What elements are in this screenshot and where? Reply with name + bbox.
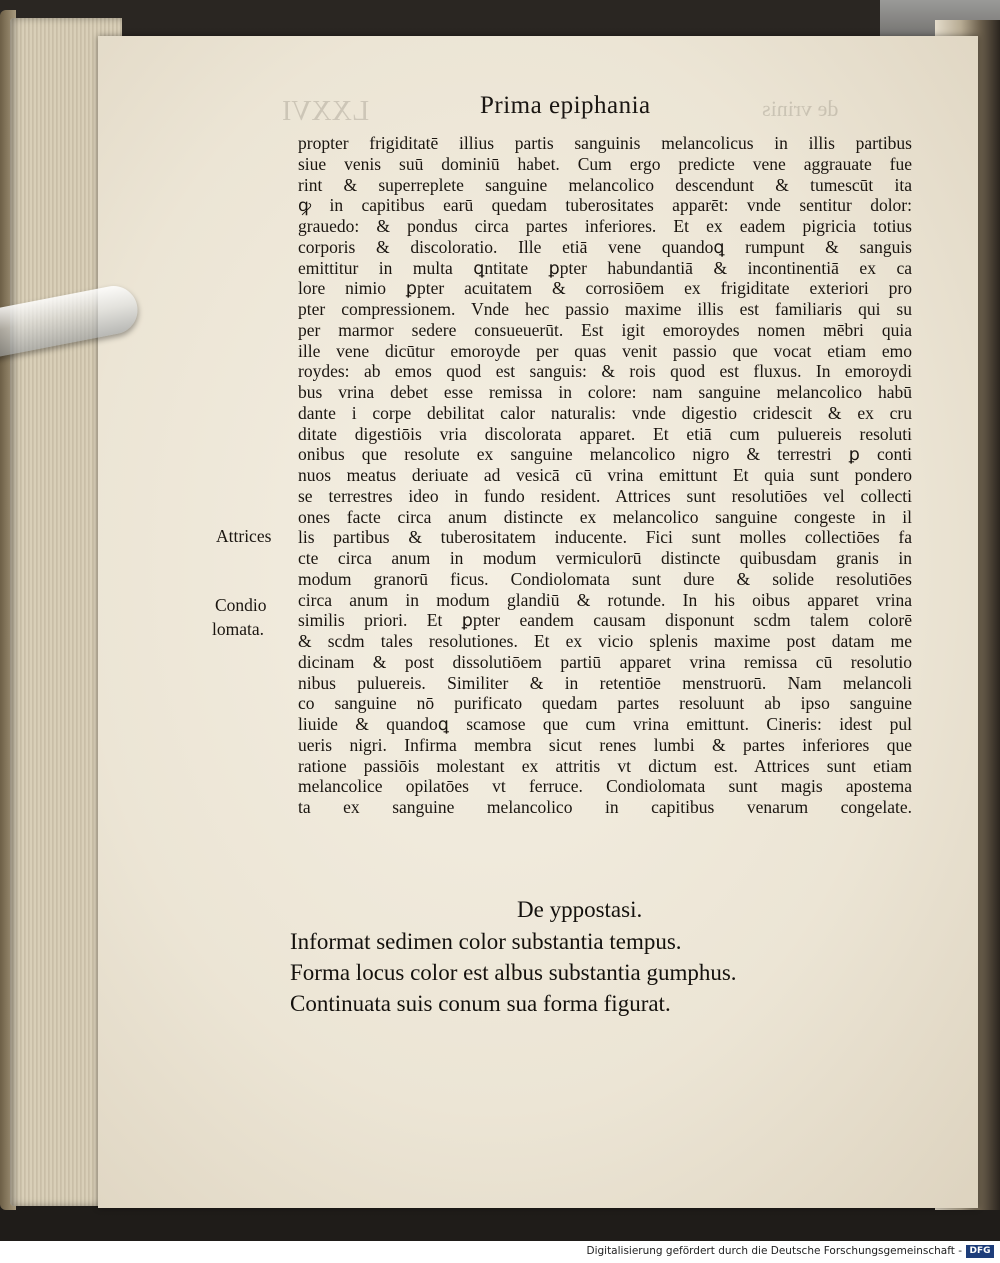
text-line: circa anum in modum glandiū & rotunde. In his oibus apparet vrina	[298, 589, 912, 610]
text-line: rint & superreplete sanguine melancolico descendunt & tumescūt ita	[298, 174, 912, 195]
text-line: ꝙ in capitibus earū quedam tuberositates apparēt: vnde sentitur dolor:	[298, 195, 912, 216]
text-line: dicinam & post dissolutiōem partiū apparet vrina remissa cū resolutio	[298, 651, 912, 672]
text-line: liuide & quandoꝗ scamose que cum vrina emittunt. Cineris: idest pul	[298, 714, 912, 734]
text-line: pter compressionem. Vnde hec passio maxime illis est familiaris qui su	[298, 299, 912, 319]
bleed-through-folio: LXXVI	[282, 96, 370, 127]
text-line: se terrestres ideo in fundo resident. Attrices sunt resolutiōes vel collecti	[298, 485, 912, 506]
verse-heading: De yppostasi.	[517, 897, 643, 922]
text-line: grauedo: & pondus circa partes inferiores. Et ex eadem pigricia totius	[298, 216, 912, 236]
text-line: & scdm tales resolutiones. Et ex vicio splenis maxime post datam me	[298, 631, 912, 651]
text-line: lis partibus & tuberositatem inducente. Fici sunt molles collectiōes fa	[298, 527, 912, 548]
verse-line: Forma locus color est albus substantia gumphus.	[290, 960, 737, 985]
body-text	[298, 133, 912, 818]
text-line: bus vrina debet esse remissa in colore: nam sanguine melancolico habū	[298, 382, 912, 402]
footer-bar	[0, 1241, 1000, 1263]
text-line: ditate digestiōis vria discolorata apparet. Et etiā cum puluereis resoluti	[298, 423, 912, 444]
text-line: onibus que resolute ex sanguine melancolico nigro & terrestri ꝑ conti	[298, 444, 912, 465]
text-line: per marmor sedere consueuerūt. Est igit emoroydes nomen mēbri quia	[298, 319, 912, 340]
text-line: cte circa anum in modum vermiculorū distincte quibusdam granis in	[298, 548, 912, 568]
text-line: ta ex sanguine melancolico in capitibus venarum congelate.	[298, 797, 912, 817]
text-line: modum granorū ficus. Condiolomata sunt dure & solide resolutiōes	[298, 568, 912, 589]
dfg-logo-icon: DFG	[966, 1245, 994, 1258]
text-line: nuos meatus deriuate ad vesicā cū vrina emittunt Et quia sunt pondero	[298, 465, 912, 485]
bleed-through-head: de vrinis	[762, 96, 839, 121]
text-line: ille vene dicūtur emoroyde per quas venit passio que vocat etiam emo	[298, 340, 912, 361]
text-line: dante i corpe debilitat calor naturalis: vnde digestio cridescit & ex cru	[298, 402, 912, 423]
text-line: similis priori. Et ꝑpter eandem causam disponunt scdm talem colorē	[298, 610, 912, 631]
verse-line: Informat sedimen color substantia tempus.	[290, 929, 682, 954]
text-line: corporis & discoloratio. Ille etiā vene quandoꝗ rumpunt & sanguis	[298, 236, 912, 257]
margin-note-condio: Condio	[215, 595, 267, 615]
text-line: co sanguine nō purificato quedam partes resoluunt ab ipso sanguine	[298, 693, 912, 714]
text-line: nibus puluereis. Similiter & in retentiōe menstruorū. Nam melancoli	[298, 672, 912, 693]
text-line: ratione passiōis molestant ex attritis vt dictum est. Attrices sunt etiam	[298, 755, 912, 776]
text-line: propter frigiditatē illius partis sanguinis melancolicus in illis partibus	[298, 133, 912, 153]
text-line: ones facte circa anum distincte ex melancolico sanguine congeste in il	[298, 506, 912, 527]
margin-note-attrices: Attrices	[216, 526, 272, 546]
margin-note-lomata: lomata.	[212, 619, 264, 639]
verses	[290, 926, 737, 1019]
verse-line: Continuata suis conum sua forma figurat.	[290, 991, 671, 1016]
text-line: siue venis suū dominiū habet. Cum ergo predicte vene aggrauate fue	[298, 153, 912, 174]
text-line: lore nimio ꝑpter acuitatem & corrosiōem ex frigiditate exteriori pro	[298, 278, 912, 299]
text-line: roydes: ab emos quod est sanguis: & rois quod est fluxus. In emoroydi	[298, 361, 912, 382]
text-line: melancolice opilatōes vt ferruce. Condiolomata sunt magis apostema	[298, 776, 912, 797]
footer-credit: Digitalisierung gefördert durch die Deutsche Forschungsgemeinschaft -	[586, 1245, 962, 1257]
text-line: emittitur in multa ꝗntitate ꝑpter habundantiā & incontinentiā ex ca	[298, 257, 912, 278]
text-line: ueris nigri. Infirma membra sicut renes lumbi & partes inferiores que	[298, 734, 912, 755]
running-head: Prima epiphania	[480, 92, 651, 119]
